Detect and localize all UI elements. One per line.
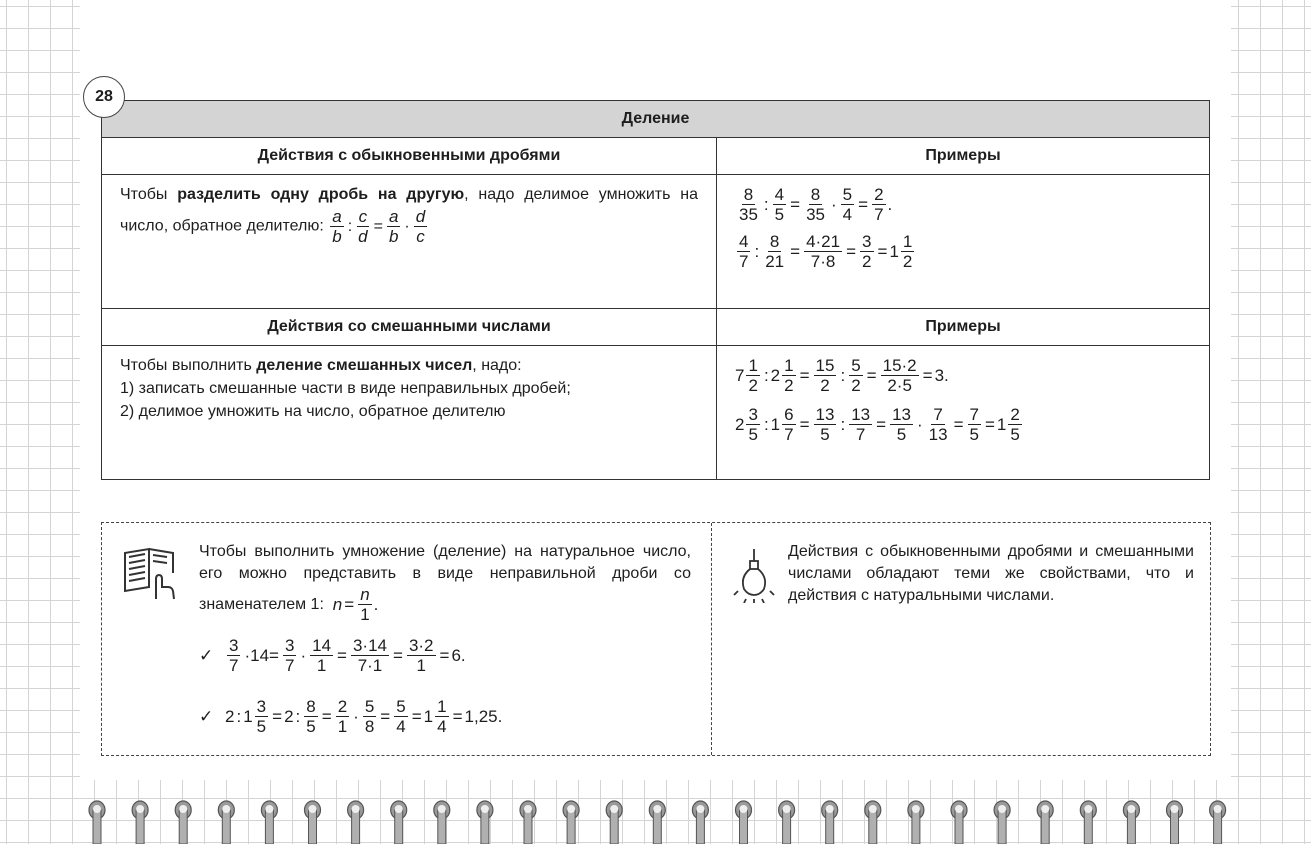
note-left: Чтобы выполнить умножение (деление) на натуральное число, его можно представить в виде неправильной дроби со знаменателем 1: n = $\frac{n}{1}$ . ✓ $\frac{3}{7}$ ·14= $\frac{3}{7}$ · $\frac{14}{1}$ = $\frac{3\cdot 14}{7\cdot 1}$ = $\frac{3\cdot 2}{1}$ = 6. ✓ 2 : 1 $\frac{3}{5}$ = 2 : $\frac{8}{5}$ = $\frac{2}{1}$ · $\frac{5}{8}$ = $\frac{5}{4}$ = 1 $\frac{1}{4}$ = 1,25. — [199, 543, 691, 736]
mixed-header: Действия со смешанными числами — [102, 309, 717, 346]
binding-ring — [261, 801, 277, 844]
mixed-examples — [717, 346, 1210, 480]
binding-ring — [1123, 801, 1139, 844]
binding-ring — [348, 801, 364, 844]
binding-ring — [434, 801, 450, 844]
binding-ring — [606, 801, 622, 844]
division-table — [101, 100, 1210, 480]
table-title: Деление — [102, 101, 1210, 138]
binding-ring — [865, 801, 881, 844]
binding-ring — [1167, 801, 1183, 844]
binding-ring — [1210, 801, 1226, 844]
check-line: ✓ $\frac{3}{7}$ ·14= $\frac{3}{7}$ · $\frac{14}{1}$ = $\frac{3\cdot 14}{7\cdot 1}$ = $\frac{3\cdot 2}{1}$ = 6. — [199, 636, 466, 675]
binding-ring — [822, 801, 838, 844]
example-line: 2 $\frac{3}{5}$ : 1 $\frac{6}{7}$ = $\frac{13}{5}$ : $\frac{13}{7}$ = $\frac{13}{5}$ · $\frac{7}{13}$ = $\frac{7}{5}$ = 1 $\frac{2}{5}$ — [735, 405, 1020, 444]
step-1: 1) записать смешанные части в виде неправильных дробей; — [120, 380, 571, 397]
binding-ring — [736, 801, 752, 844]
fractions-rule: Чтобы разделить одну дробь на другую, надо делимое умножить на число, обратное делителю: $\frac{a}{b}$ : $\frac{c}{d}$ = $\frac{a}{b}$ · $\frac{d}{c}$ — [102, 175, 717, 309]
binding-ring — [89, 801, 105, 844]
binding-ring — [649, 801, 665, 844]
examples-header-1: Примеры — [717, 138, 1210, 175]
binding-ring — [1037, 801, 1053, 844]
check-icon: ✓ — [199, 706, 214, 726]
spiral-binding — [0, 796, 1311, 844]
binding-ring — [520, 801, 536, 844]
example-line: $\frac{4}{7}$ : $\frac{8}{21}$ = $\frac{4\cdot 21}{7\cdot 8}$ = $\frac{3}{2}$ = 1 $\frac{1}{2}$ — [739, 232, 913, 271]
examples-header-2: Примеры — [717, 309, 1210, 346]
example-line: $\frac{8}{35}$ : $\frac{4}{5}$ = $\frac{8}{35}$ · $\frac{5}{4}$ = $\frac{2}{7}$ . — [739, 185, 893, 224]
binding-ring — [994, 801, 1010, 844]
example-line: 7 $\frac{1}{2}$ : 2 $\frac{1}{2}$ = $\frac{15}{2}$ : $\frac{5}{2}$ = $\frac{15\cdot 2}{2\cdot 5}$ = 3. — [735, 356, 949, 395]
binding-ring — [951, 801, 967, 844]
fractions-examples — [717, 175, 1210, 309]
binding-ring — [563, 801, 579, 844]
binding-ring — [779, 801, 795, 844]
book-hand-icon — [122, 543, 182, 603]
step-2: 2) делимое умножить на число, обратное делителю — [120, 403, 506, 420]
notes-divider — [711, 523, 712, 755]
formula-frac: $\frac{a}{b}$ — [332, 207, 342, 246]
binding-ring — [218, 801, 234, 844]
binding-ring — [175, 801, 191, 844]
binding-ring — [692, 801, 708, 844]
fractions-header: Действия с обыкновенными дробями — [102, 138, 717, 175]
binding-ring — [305, 801, 321, 844]
binding-ring — [391, 801, 407, 844]
note-right: Действия с обыкновенными дробями и смешанными числами обладают теми же свойствами, что и действия с натуральными числами. — [788, 543, 1194, 604]
binding-ring — [132, 801, 148, 844]
lightbulb-icon — [732, 549, 776, 603]
notes-box — [101, 522, 1211, 756]
mixed-rule: Чтобы выполнить деление смешанных чисел, надо: 1) записать смешанные части в виде неправильных дробей; 2) делимое умножить на число, обратное делителю — [102, 346, 717, 480]
binding-ring — [1080, 801, 1096, 844]
binding-ring — [477, 801, 493, 844]
check-line: ✓ 2 : 1 $\frac{3}{5}$ = 2 : $\frac{8}{5}$ = $\frac{2}{1}$ · $\frac{5}{8}$ = $\frac{5}{4}$ = 1 $\frac{1}{4}$ = 1,25. — [199, 697, 503, 736]
binding-ring — [908, 801, 924, 844]
check-icon: ✓ — [199, 645, 214, 665]
page-number: 28 — [83, 76, 125, 118]
